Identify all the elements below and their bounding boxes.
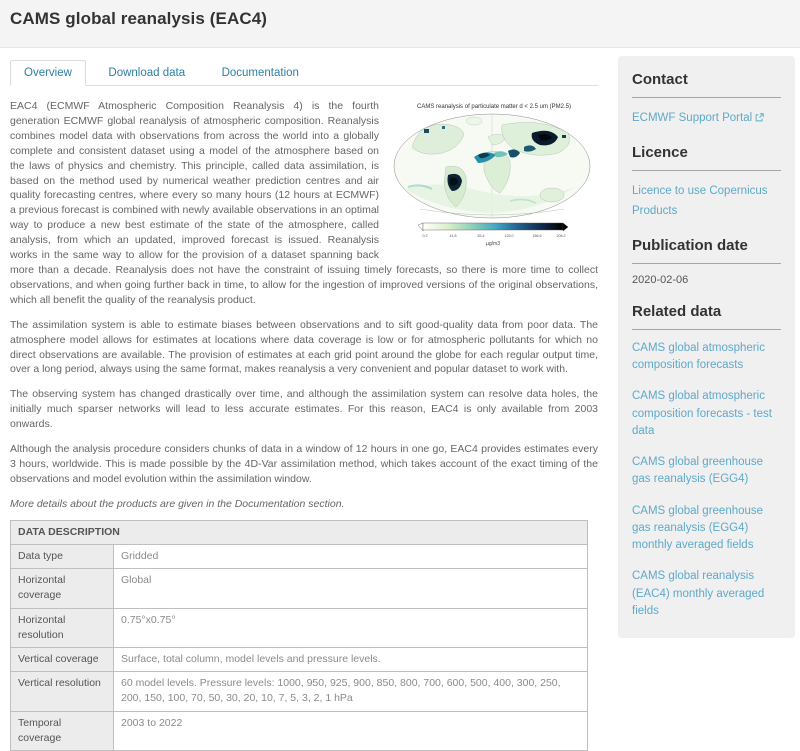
- licence-link[interactable]: Licence to use Copernicus Products: [632, 185, 768, 217]
- row-value: Surface, total column, model levels and pressure levels.: [114, 647, 588, 671]
- related-link-forecasts-test-data[interactable]: CAMS global atmospheric composition forecasts - test data: [632, 390, 772, 437]
- row-value: Gridded: [114, 544, 588, 568]
- ecmwf-support-portal-link[interactable]: ECMWF Support Portal: [632, 112, 753, 124]
- colorbar-tick: 125.0: [504, 234, 514, 238]
- row-label: Horizontal coverage: [11, 569, 114, 608]
- page-header: [0, 0, 800, 48]
- colorbar-tick: 166.6: [532, 234, 542, 238]
- overview-paragraph-1: EAC4 (ECMWF Atmospheric Composition Reanalysis 4) is the fourth generation ECMWF global reanalysis of atmospheric composition. Reanalysis combines model data with observations from across the world into a globally complete and consistent dataset using a model of the atmosphere based on the laws of physics and chemistry. This principle, called data assimilation, is based on the method used by numerical weather prediction centres and air quality forecasting centres, where every so many hours (12 hours at ECMWF) a previous forecast is combined with newly available observations in an optimal way to produce a new best estimate of the state of the atmosphere, called analysis, from which an updated, improved forecast is issued. Reanalysis works in the same way to allow for the provision of a dataset spanning back more than a decade. Reanalysis does not have the constraint of issuing timely forecasts, so there is more time to collect observations, and when going further back in time, to allow for the ingestion of improved versions of the original observations, which all benefit the quality of the reanalysis product.: [10, 100, 598, 306]
- overview-paragraph-3: The observing system has changed drastically over time, and although the assimilation system can resolve data holes, the initially much sparser networks will lead to less accurate estimates. For this reason, EAC4 is only available from 2003 onwards.: [10, 388, 598, 431]
- publication-date-heading: Publication date: [632, 236, 748, 254]
- table-caption: DATA DESCRIPTION: [11, 520, 588, 544]
- related-link-eac4-forecasts[interactable]: CAMS global atmospheric composition forecasts: [632, 341, 765, 371]
- tab-download-data[interactable]: Download data: [108, 67, 186, 79]
- sidebar-column: [618, 56, 795, 751]
- row-label: Vertical resolution: [11, 672, 114, 711]
- row-value: 60 model levels. Pressure levels: 1000, 950, 925, 900, 850, 800, 700, 600, 500, 400, 300, 250, 200, 150, 100, 70, 50, 30, 20, 10, 7, 5, 3, 2, 1 hPa: [114, 672, 588, 711]
- divider: [632, 329, 781, 330]
- row-value: 0.75°x0.75°: [114, 608, 588, 647]
- documentation-note: More details about the products are given in the Documentation section.: [10, 497, 345, 510]
- table-row: [11, 569, 588, 608]
- related-link-egg4[interactable]: CAMS global greenhouse gas reanalysis (EGG4): [632, 456, 764, 486]
- page-title: CAMS global reanalysis (EAC4): [10, 9, 268, 28]
- table-row: [11, 711, 588, 750]
- data-description-table: [10, 520, 588, 751]
- related-link-egg4-monthly[interactable]: CAMS global greenhouse gas reanalysis (EGG4) monthly averaged fields: [632, 504, 764, 551]
- colorbar-tick: 208.2: [556, 234, 566, 238]
- table-row: [11, 608, 588, 647]
- overview-paragraph-2: The assimilation system is able to estimate biases between observations and to sift good-quality data from poor data. The atmosphere model allows for estimates at locations where data coverage is low or for atmospheric pollutants for which no direct observations are available. The provision of estimates at each grid point around the globe for each regular output time, over a long period, always using the same format, makes reanalysis a very convenient and popular dataset to work with.: [10, 318, 598, 376]
- tab-bar: [10, 60, 598, 86]
- sidebar: [618, 56, 795, 638]
- licence-heading: Licence: [632, 144, 688, 162]
- colorbar-units-label: µg/m3: [486, 241, 500, 247]
- row-label: Vertical coverage: [11, 647, 114, 671]
- publication-date-value: 2020-02-06: [632, 273, 689, 286]
- row-label: Data type: [11, 544, 114, 568]
- divider: [632, 170, 781, 171]
- table-row: [11, 672, 588, 711]
- page-layout: [0, 48, 800, 751]
- row-value: Global: [114, 569, 588, 608]
- colorbar-tick: 83.4: [477, 234, 485, 238]
- table-header-row: [11, 520, 588, 544]
- contact-heading: Contact: [632, 71, 688, 88]
- table-row: [11, 544, 588, 568]
- tab-overview[interactable]: Overview: [10, 60, 86, 86]
- divider: [632, 263, 781, 264]
- main-column: [10, 56, 598, 751]
- world-map-image: [390, 99, 598, 249]
- table-row: [11, 647, 588, 671]
- row-label: Horizontal resolution: [11, 608, 114, 647]
- tab-documentation[interactable]: Documentation: [221, 67, 299, 79]
- divider: [632, 97, 781, 98]
- colorbar-tick: 0.2: [422, 234, 428, 238]
- row-value: 2003 to 2022: [114, 711, 588, 750]
- overview-content: [10, 86, 598, 751]
- row-label: Temporal coverage: [11, 711, 114, 750]
- pm25-map-figure: [390, 99, 598, 249]
- map-title: CAMS reanalysis of particulate matter d < 2.5 um (PM2.5): [417, 104, 571, 110]
- related-link-eac4-monthly[interactable]: CAMS global reanalysis (EAC4) monthly averaged fields: [632, 570, 765, 617]
- related-data-heading: Related data: [632, 302, 722, 320]
- external-link-icon: [755, 109, 764, 126]
- colorbar-tick: 41.8: [449, 234, 457, 238]
- overview-paragraph-4: Although the analysis procedure considers chunks of data in a window of 12 hours in one go, EAC4 provides estimates every 3 hours, worldwide. This is made possible by the 4D-Var assimilation method, which takes account of the exact timing of the observations and model evolution within the assimilation window.: [10, 443, 598, 485]
- map-colorbar: [418, 223, 568, 247]
